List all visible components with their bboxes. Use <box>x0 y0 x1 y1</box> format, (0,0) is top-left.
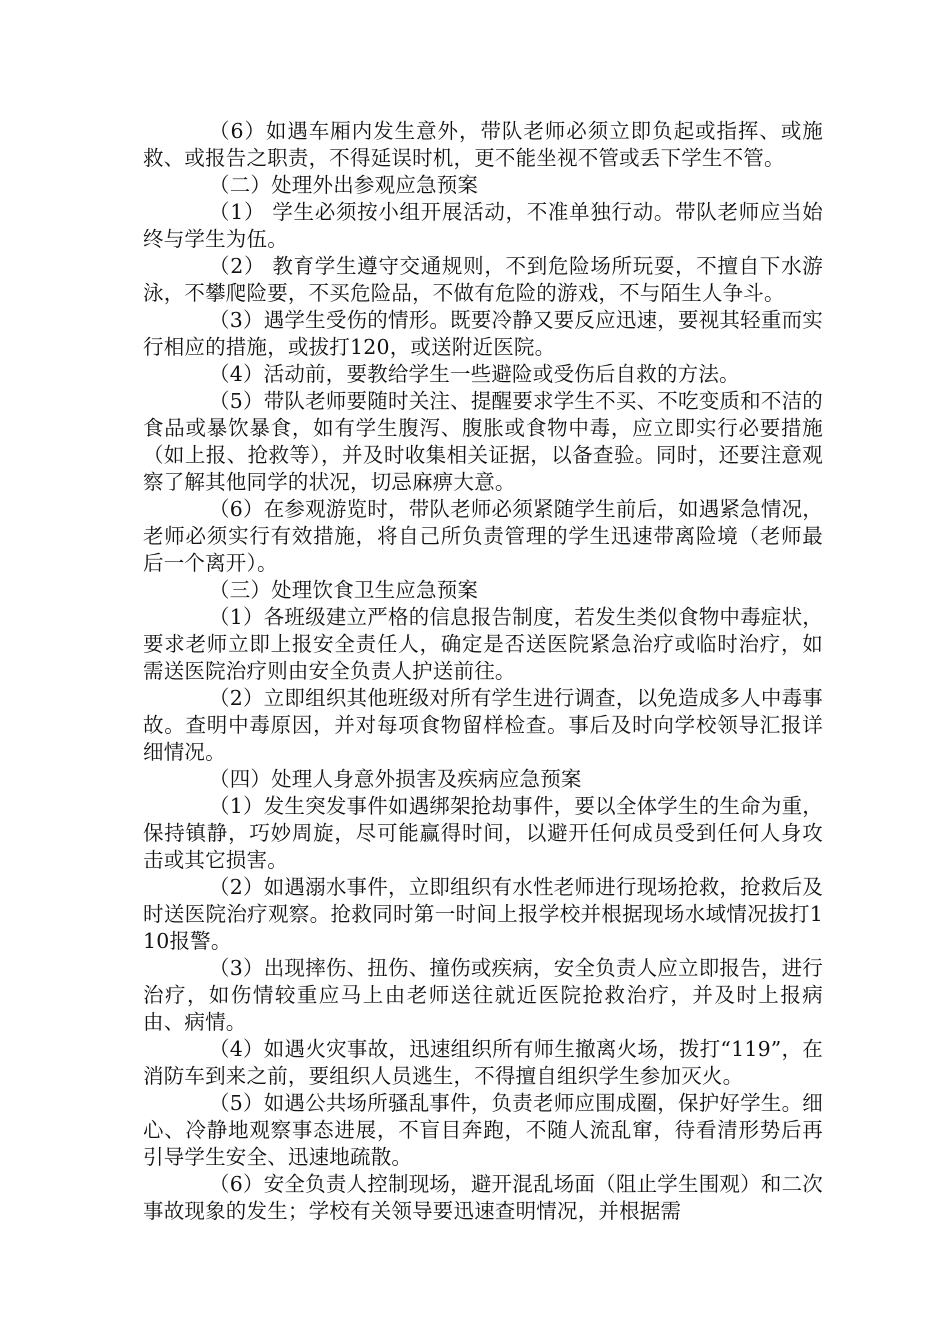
document-body <box>143 118 823 1225</box>
section-heading-food-hygiene: （三）处理饮食卫生应急预案 <box>209 578 479 602</box>
paragraph-report-system: （1）各班级建立严格的信息报告制度，若发生类似食物中毒症状，要求老师立即上报安全责任人，确定是否送医院紧急治疗或临时治疗，如需送医院治疗则由安全负责人护送前往。 <box>143 605 823 683</box>
paragraph-bus-accident: （6）如遇车厢内发生意外，带队老师必须立即负起或指挥、或施救、或报告之职责，不得延误时机，更不能坐视不管或丢下学生不管。 <box>143 119 823 170</box>
paragraph-self-rescue: （4）活动前，要教给学生一些避险或受伤后自救的方法。 <box>209 362 740 386</box>
paragraph-traffic-rules: （2） 教育学生遵守交通规则，不到危险场所玩耍，不擅自下水游泳，不攀爬险要，不买危险品，不做有危险的游戏，不与陌生人争斗。 <box>143 254 823 305</box>
paragraph-scene-control: （6）安全负责人控制现场，避开混乱场面（阻止学生围观）和二次事故现象的发生；学校有关领导要迅速查明情况，并根据需 <box>143 1172 823 1223</box>
section-heading-personal-injury: （四）处理人身意外损害及疾病应急预案 <box>209 767 582 791</box>
paragraph-drowning: （2）如遇溺水事件，立即组织有水性老师进行现场抢救，抢救后及时送医院治疗观察。抢救同时第一时间上报学校并根据现场水域情况拔打110报警。 <box>143 875 823 953</box>
paragraph-fire-accident: （4）如遇火灾事故，迅速组织所有师生撤离火场，拨打“119”，在消防车到来之前，要组织人员逃生，不得擅自组织学生参加灭火。 <box>143 1037 823 1088</box>
section-heading-outing: （二）处理外出参观应急预案 <box>209 173 479 197</box>
paragraph-kidnapping: （1）发生突发事件如遇绑架抢劫事件，要以全体学生的生命为重，保持镇静，巧妙周旋，尽可能赢得时间，以避开任何成员受到任何人身攻击或其它损害。 <box>143 794 823 872</box>
paragraph-poisoning-investigation: （2）立即组织其他班级对所有学生进行调查，以免造成多人中毒事故。查明中毒原因，并对每项食物留样检查。事后及时向学校领导汇报详细情况。 <box>143 686 823 764</box>
paragraph-public-riot: （5）如遇公共场所骚乱事件，负责老师应围成圈，保护好学生。细心、冷静地观察事态进展，不盲目奔跑，不随人流乱窜，待看清形势后再引导学生安全、迅速地疏散。 <box>143 1091 823 1169</box>
paragraph-group-activity: （1） 学生必须按小组开展活动，不准单独行动。带队老师应当始终与学生为伍。 <box>143 200 823 251</box>
paragraph-emergency-evacuation: （6）在参观游览时，带队老师必须紧随学生前后，如遇紧急情况，老师必须实行有效措施，将自己所负责管理的学生迅速带离险境（老师最后一个离开）。 <box>143 497 823 575</box>
paragraph-injury-illness: （3）出现摔伤、扭伤、撞伤或疾病，安全负责人应立即报告，进行治疗，如伤情较重应马上由老师送往就近医院抢救治疗，并及时上报病由、病情。 <box>143 956 823 1034</box>
paragraph-food-safety-outing: （5）带队老师要随时关注、提醒要求学生不买、不吃变质和不洁的食品或暴饮暴食，如有学生腹泻、腹胀或食物中毒，应立即实行必要措施（如上报、抢救等），并及时收集相关证据，以备查验。同时，还要注意观察了解其他同学的状况，切忌麻痹大意。 <box>143 389 823 494</box>
paragraph-student-injury: （3）遇学生受伤的情形。既要冷静又要反应迅速，要视其轻重而实行相应的措施，或拔打120，或送附近医院。 <box>143 308 823 359</box>
